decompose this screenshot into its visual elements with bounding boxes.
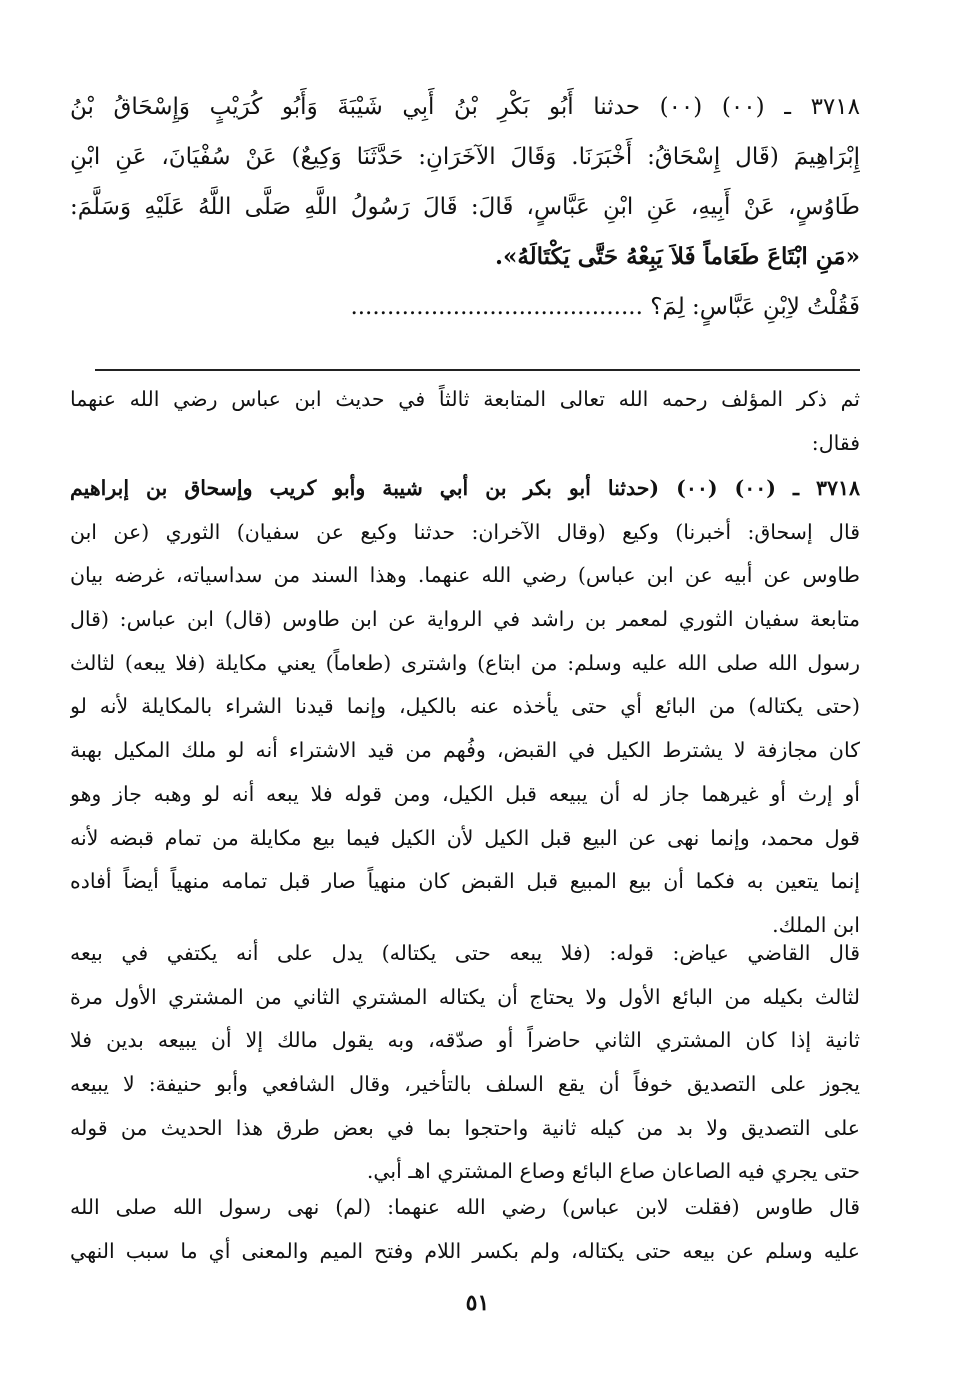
hadith-quote-line: «مَنِ ابْتَاعَ طَعَاماً فَلاَ يَبِعْهُ حَتَّى يَكْتَالَهُ». — [494, 243, 860, 270]
commentary-line: عليه وسلم عن بيعه حتى يكتاله، ولم بكسر اللام وفتح الميم والمعنى أي ما سبب النهي — [70, 1238, 860, 1263]
commentary-line: ثم ذكر المؤلف رحمه الله تعالى المتابعة ثالثاً في حديث ابن عباس رضي الله عنهما — [70, 387, 860, 411]
footnote-divider — [95, 369, 860, 371]
commentary-line: ابن الملك. — [772, 912, 860, 937]
commentary-main — [70, 467, 860, 948]
commentary-line: ٣٧١٨ ـ (٠٠) (٠٠) (حدثنا أبو بكر بن أبي شيبة وأبو كريب وإسحاق بن إبراهيم — [70, 476, 860, 500]
commentary-line: أو إرث أو غيرهما جاز له أن يبيعه قبل الكيل، ومن قوله فلا يبعه أنه لو وهبه جاز وهو — [70, 781, 860, 806]
hadith-line: ٣٧١٨ ـ (٠٠) (٠٠) حدثنا أَبُو بَكْرِ بْنُ أَبِي شَيْبَةَ وَأَبُو كُرَيْبٍ وَإِسْحَاقُ بْنُ — [70, 94, 860, 120]
commentary-line: قال إسحاق: أخبرنا) وكيع (وقال الآخران: حدثنا وكيع عن سفيان) الثوري (عن ابن — [70, 519, 860, 544]
commentary-line: كان مجازفة لا يشترط الكيل في القبض، وفُهم من قيد الاشتراء أنه لو ملك المكيل بهبة — [70, 738, 860, 763]
commentary-line: على التصديق ولا بد من كيله ثانية واحتجوا بما في بعض طرق هذا الحديث من قوله — [70, 1115, 860, 1140]
commentary-line: ثانية إذا كان المشتري الثاني حاضراً أو صدّقه، وبه يقول مالك إلا أن يبيعه بدين فلا — [70, 1028, 860, 1053]
commentary-line: حتى يجري فيه الصاعان صاع البائع وصاع المشتري اهـ أبي. — [366, 1159, 860, 1184]
commentary-line: فقال: — [811, 430, 860, 455]
commentary-line: قول محمد، وإنما نهى عن البيع قبل الكيل لأن الكيل فيما بيع مكايلة من تمام قبضه لأنه — [70, 825, 860, 850]
commentary-line: يجوز على التصديق خوفاً أن يقع السلف بالتأخير، وقال الشافعي وأبو حنيفة: لا يبيعه — [70, 1072, 860, 1097]
hadith-question-line: فَقُلْتُ لاِبْنِ عَبَّاسٍ: لِمَ؟ ........................................ — [350, 294, 860, 320]
page-number: ٥١ — [465, 1290, 490, 1316]
commentary-line: قال طاوس (فقلت لابن عباس) رضي الله عنهما: (لم) نهى رسول الله صلى الله — [70, 1195, 860, 1219]
hadith-text — [70, 82, 860, 332]
commentary-tawus — [70, 1186, 860, 1273]
commentary-line: طاوس عن أبيه عن ابن عباس) رضي الله عنهما. وهذا السند من سداسياته، غرضه بيان — [70, 563, 860, 588]
commentary-line: لثالث بكيله من البائع الأول ولا يحتاج أن يكتاله المشتري الثاني من المشتري الأول مرة — [70, 984, 860, 1009]
commentary-line: (حتى يكتاله) من البائع أي حتى يأخذه عنه بالكيل، وإنما قيدنا الشراء بالمكايلة لأنه لو — [70, 694, 860, 719]
commentary-line: رسول الله صلى الله عليه وسلم: من ابتاع) واشترى (طعاماً) يعني مكايلة (فلا يبعه) لثالث — [70, 650, 860, 675]
commentary-line: قال القاضي عياض: قوله: (فلا يبعه حتى يكتاله) يدل على أنه يكتفي في بيعه — [70, 941, 860, 965]
commentary-intro — [70, 378, 860, 465]
commentary-line: إنما يتعين به فكما أن بيع المبيع قبل القبض كان منهياً صار قبل تمامه منهياً أيضاً أفاده — [70, 869, 860, 894]
hadith-line: إِبْرَاهِيمَ (قَال إِسْحَاقُ: أَخْبَرَنَا. وَقَالَ الآخَرَانِ: حَدَّثَنَا وَكِيعٌ) عَنْ سُفْيَانَ، عَنِ ابْنِ — [70, 144, 860, 170]
hadith-line: طَاوُسٍ، عَنْ أَبِيهِ، عَنِ ابْنِ عَبَّاسٍ، قَالَ: قَالَ رَسُولُ اللَّهِ صَلَّى اللَّهُ عَلَيْهِ وَسَلَّمَ: — [70, 194, 860, 220]
commentary-line: متابعة سفيان الثوري لمعمر بن راشد في الرواية عن ابن طاوس (قال) ابن عباس: (قال — [70, 607, 860, 632]
commentary-iyad — [70, 932, 860, 1194]
